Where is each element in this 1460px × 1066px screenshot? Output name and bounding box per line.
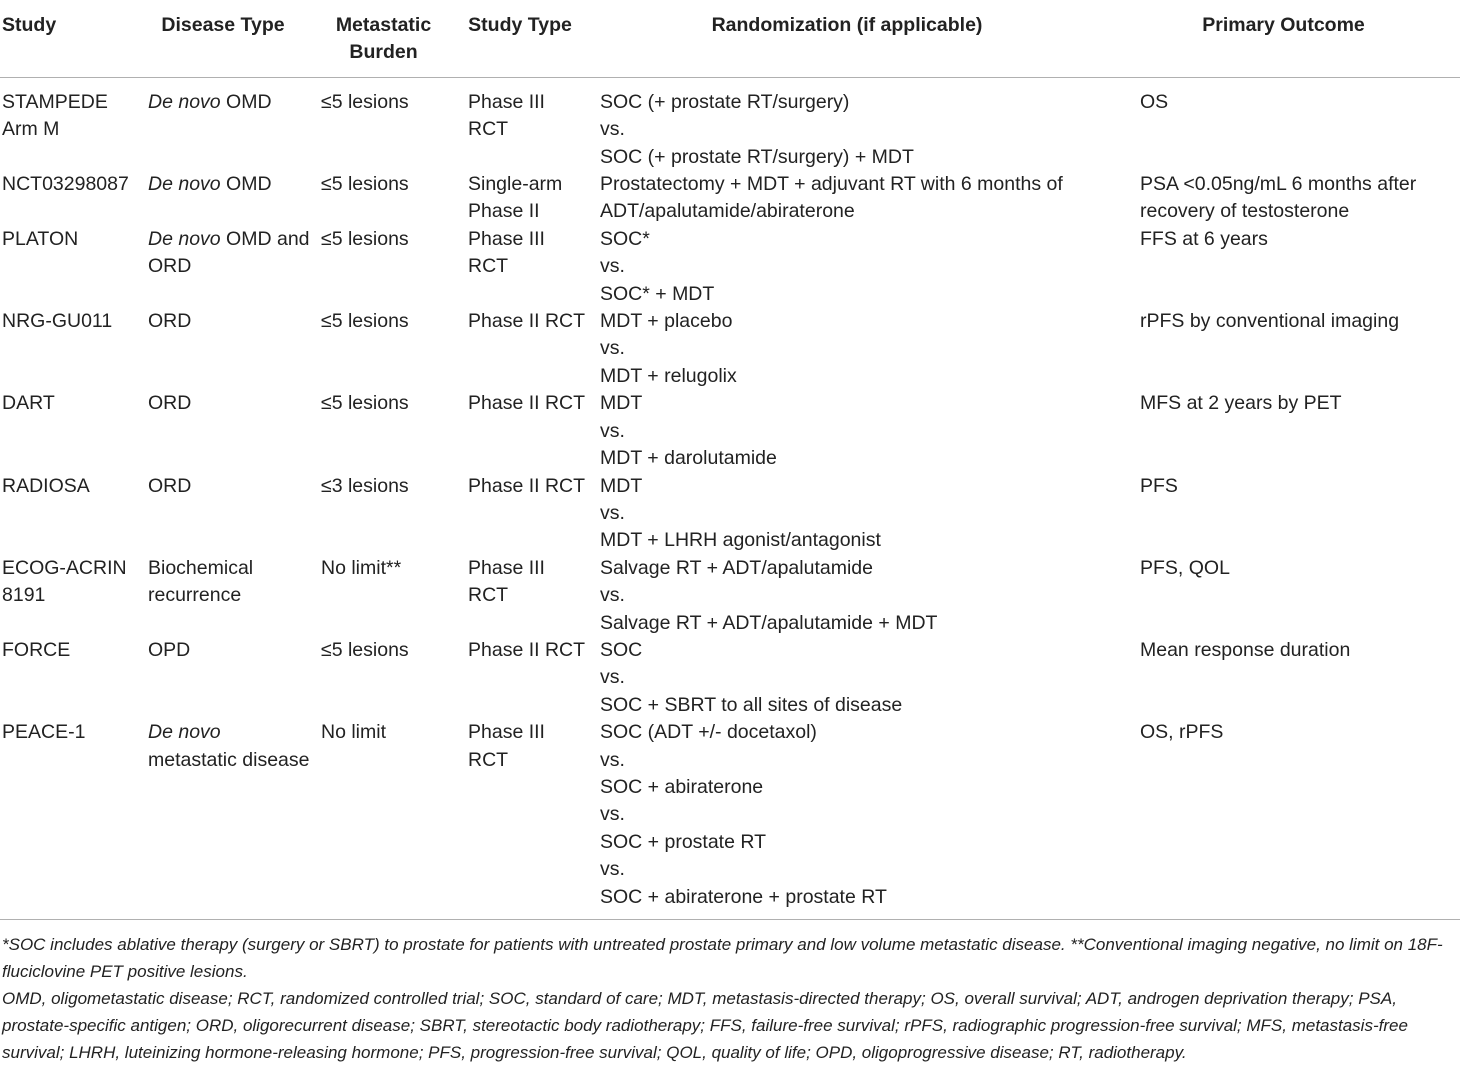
table-row <box>0 77 1460 171</box>
cell-line: Single-arm <box>468 173 563 196</box>
metastatic-burden-cell <box>314 308 453 390</box>
cell-line: No limit <box>321 721 387 744</box>
cell-line: vs. <box>600 803 625 826</box>
cell-line: Phase II RCT <box>468 392 586 415</box>
cell-line: PLATON <box>2 227 79 250</box>
disease-type-cell <box>132 555 314 637</box>
study-cell <box>0 226 132 308</box>
soc-footnote: *SOC includes ablative therapy (surgery or SBRT) to prostate for patients with untreated prostate primary and low volume metastatic disease. **Conventional imaging negative, no limit on 18F-fluciclovine PET positive lesions. <box>2 935 1443 981</box>
randomization-cell <box>587 473 1107 555</box>
table-row <box>0 719 1460 919</box>
cell-line: MDT <box>600 392 643 415</box>
table-header <box>0 0 1460 77</box>
cell-line: RCT <box>468 584 509 607</box>
cell-line: MDT + LHRH agonist/antagonist <box>600 529 881 552</box>
randomization-cell <box>587 637 1107 719</box>
randomization-cell <box>587 308 1107 390</box>
cell-line: PSA <0.05ng/mL 6 months after <box>1140 173 1417 196</box>
cell-line: vs. <box>600 666 625 689</box>
disease-type-cell <box>132 226 314 308</box>
cell-text: OMD <box>220 173 272 196</box>
cell-line: MDT + placebo <box>600 310 733 333</box>
table-row <box>0 390 1460 472</box>
cell-line: OS <box>1140 90 1169 113</box>
cell-line: Arm M <box>2 118 60 141</box>
study-type-cell <box>453 77 587 171</box>
study-type-cell <box>453 637 587 719</box>
cell-line: Salvage RT + ADT/apalutamide + MDT <box>600 611 938 634</box>
header-randomization <box>587 0 1107 77</box>
study-type-cell <box>453 473 587 555</box>
cell-line: ECOG-ACRIN <box>2 556 127 579</box>
cell-line: MDT + relugolix <box>600 364 737 387</box>
cell-line: ≤5 lesions <box>321 173 409 196</box>
table-row <box>0 473 1460 555</box>
table-row <box>0 226 1460 308</box>
study-cell <box>0 390 132 472</box>
header-label: Primary Outcome <box>1202 14 1365 36</box>
cell-line <box>148 719 312 746</box>
randomization-cell <box>587 226 1107 308</box>
header-label: Disease Type <box>161 14 285 36</box>
primary-outcome-cell <box>1107 308 1460 390</box>
header-disease-type <box>132 0 314 77</box>
cell-line: STAMPEDE <box>2 90 108 113</box>
cell-line: PFS <box>1140 474 1178 497</box>
cell-line: Phase III <box>468 227 545 250</box>
cell-line <box>148 89 312 116</box>
header-label: Randomization (if applicable) <box>711 14 983 36</box>
cell-line: recovery of testosterone <box>1140 200 1350 223</box>
cell-line: Phase II RCT <box>468 310 586 333</box>
cell-line: SOC* + MDT <box>600 282 715 305</box>
study-cell <box>0 77 132 171</box>
cell-line: Salvage RT + ADT/apalutamide <box>600 556 873 579</box>
cell-line: ORD <box>148 310 192 333</box>
randomization-cell <box>587 390 1107 472</box>
header-row <box>0 0 1460 77</box>
cell-line: FORCE <box>2 638 71 661</box>
cell-line: vs. <box>600 118 625 141</box>
cell-line: SOC <box>600 638 643 661</box>
cell-line: SOC + SBRT to all sites of disease <box>600 693 903 716</box>
cell-line: vs. <box>600 858 625 881</box>
study-type-cell <box>453 308 587 390</box>
table-footnotes <box>2 931 1458 1066</box>
metastatic-burden-cell <box>314 473 453 555</box>
disease-type-cell <box>132 390 314 472</box>
study-cell <box>0 555 132 637</box>
study-type-cell <box>453 171 587 226</box>
cell-line: Phase III <box>468 90 545 113</box>
cell-line: vs. <box>600 501 625 524</box>
cell-line <box>148 226 312 253</box>
randomization-cell <box>587 77 1107 171</box>
disease-type-cell <box>132 308 314 390</box>
cell-line: Phase II RCT <box>468 474 586 497</box>
cell-line: 8191 <box>2 584 46 607</box>
cell-line: vs. <box>600 255 625 278</box>
disease-type-cell <box>132 77 314 171</box>
cell-line: SOC (+ prostate RT/surgery) + MDT <box>600 145 914 168</box>
metastatic-burden-cell <box>314 637 453 719</box>
cell-line: PEACE-1 <box>2 721 86 744</box>
study-cell <box>0 473 132 555</box>
study-cell <box>0 637 132 719</box>
disease-type-cell <box>132 637 314 719</box>
primary-outcome-cell <box>1107 555 1460 637</box>
cell-line: RADIOSA <box>2 474 90 497</box>
cell-line: No limit** <box>321 556 402 579</box>
metastatic-burden-cell <box>314 226 453 308</box>
cell-line: ≤5 lesions <box>321 227 409 250</box>
disease-type-cell <box>132 719 314 919</box>
cell-line: metastatic disease <box>148 748 310 771</box>
primary-outcome-cell <box>1107 77 1460 171</box>
cell-line: DART <box>2 392 55 415</box>
italic-term: De novo <box>148 173 221 196</box>
italic-term: De novo <box>148 90 221 113</box>
primary-outcome-cell <box>1107 719 1460 919</box>
table-body <box>0 77 1460 919</box>
italic-term: De novo <box>148 227 221 250</box>
cell-line: OS, rPFS <box>1140 721 1224 744</box>
cell-line: OPD <box>148 638 191 661</box>
table-row <box>0 308 1460 390</box>
cell-line: ORD <box>148 392 192 415</box>
cell-line: ADT/apalutamide/abiraterone <box>600 200 855 223</box>
cell-line: SOC (+ prostate RT/surgery) <box>600 90 850 113</box>
primary-outcome-cell <box>1107 473 1460 555</box>
header-label: Metastatic <box>335 14 432 36</box>
abbreviations-footnote: OMD, oligometastatic disease; RCT, randomized controlled trial; SOC, standard of care; MDT, metastasis-directed therapy; OS, overall survival; ADT, androgen deprivation therapy; PSA, prostate-specific antigen; ORD, oligorecurrent disease; SBRT, stereotactic body radiotherapy; FFS, failure-free survival; rPFS, radiographic progression-free survival; MFS, metastasis-free survival; LHRH, luteinizing hormone-releasing hormone; PFS, progression-free survival; QOL, quality of life; OPD, oligoprogressive disease; RT, radiotherapy. <box>2 989 1408 1062</box>
disease-type-cell <box>132 171 314 226</box>
cell-line: MDT + darolutamide <box>600 447 777 470</box>
primary-outcome-cell <box>1107 390 1460 472</box>
cell-line: ≤5 lesions <box>321 90 409 113</box>
study-type-cell <box>453 390 587 472</box>
header-primary-outcome <box>1107 0 1460 77</box>
cell-line: MFS at 2 years by PET <box>1140 392 1342 415</box>
header-study-type <box>453 0 587 77</box>
header-study <box>0 0 132 77</box>
cell-line <box>148 171 312 198</box>
study-cell <box>0 171 132 226</box>
metastatic-burden-cell <box>314 555 453 637</box>
cell-text: OMD <box>220 90 272 113</box>
primary-outcome-cell <box>1107 637 1460 719</box>
randomization-cell <box>587 171 1107 226</box>
primary-outcome-cell <box>1107 171 1460 226</box>
cell-line: recurrence <box>148 584 242 607</box>
cell-line: Phase II <box>468 200 540 223</box>
metastatic-burden-cell <box>314 77 453 171</box>
cell-line: ≤3 lesions <box>321 474 409 497</box>
cell-line: rPFS by conventional imaging <box>1140 310 1400 333</box>
study-cell <box>0 719 132 919</box>
study-type-cell <box>453 555 587 637</box>
cell-line: Mean response duration <box>1140 638 1351 661</box>
cell-line: Phase III <box>468 556 545 579</box>
cell-line: vs. <box>600 337 625 360</box>
metastatic-burden-cell <box>314 390 453 472</box>
cell-line: vs. <box>600 748 625 771</box>
cell-text: OMD and <box>220 227 310 250</box>
study-type-cell <box>453 719 587 919</box>
randomization-cell <box>587 719 1107 919</box>
table-row <box>0 171 1460 226</box>
cell-line: ≤5 lesions <box>321 392 409 415</box>
cell-line: ≤5 lesions <box>321 638 409 661</box>
header-label: Burden <box>349 41 418 64</box>
cell-line: SOC + abiraterone + prostate RT <box>600 885 887 908</box>
header-label: Study <box>2 14 57 36</box>
study-type-cell <box>453 226 587 308</box>
cell-line: vs. <box>600 419 625 442</box>
cell-line: FFS at 6 years <box>1140 227 1268 250</box>
cell-line: SOC* <box>600 227 650 250</box>
cell-line: ≤5 lesions <box>321 310 409 333</box>
primary-outcome-cell <box>1107 226 1460 308</box>
header-label: Study Type <box>468 14 572 36</box>
header-metastatic-burden <box>314 0 453 77</box>
cell-line: Phase III <box>468 721 545 744</box>
cell-line: RCT <box>468 255 509 278</box>
cell-line: ORD <box>148 474 192 497</box>
cell-line: Phase II RCT <box>468 638 586 661</box>
cell-line: ORD <box>148 255 192 278</box>
cell-line: vs. <box>600 584 625 607</box>
metastatic-burden-cell <box>314 719 453 919</box>
disease-type-cell <box>132 473 314 555</box>
cell-line: RCT <box>468 118 509 141</box>
cell-line: SOC (ADT +/- docetaxol) <box>600 721 817 744</box>
study-cell <box>0 308 132 390</box>
cell-line: NRG-GU011 <box>2 310 113 333</box>
cell-line: PFS, QOL <box>1140 556 1230 579</box>
cell-line: Prostatectomy + MDT + adjuvant RT with 6 months of <box>600 173 1063 196</box>
cell-line: MDT <box>600 474 643 497</box>
cell-line: SOC + abiraterone <box>600 775 764 798</box>
table-row <box>0 637 1460 719</box>
table-row <box>0 555 1460 637</box>
cell-line: SOC + prostate RT <box>600 830 766 853</box>
metastatic-burden-cell <box>314 171 453 226</box>
cell-line: RCT <box>468 748 509 771</box>
italic-term: De novo <box>148 721 221 744</box>
cell-line: NCT03298087 <box>2 173 129 196</box>
randomization-cell <box>587 555 1107 637</box>
cell-line: Biochemical <box>148 556 254 579</box>
